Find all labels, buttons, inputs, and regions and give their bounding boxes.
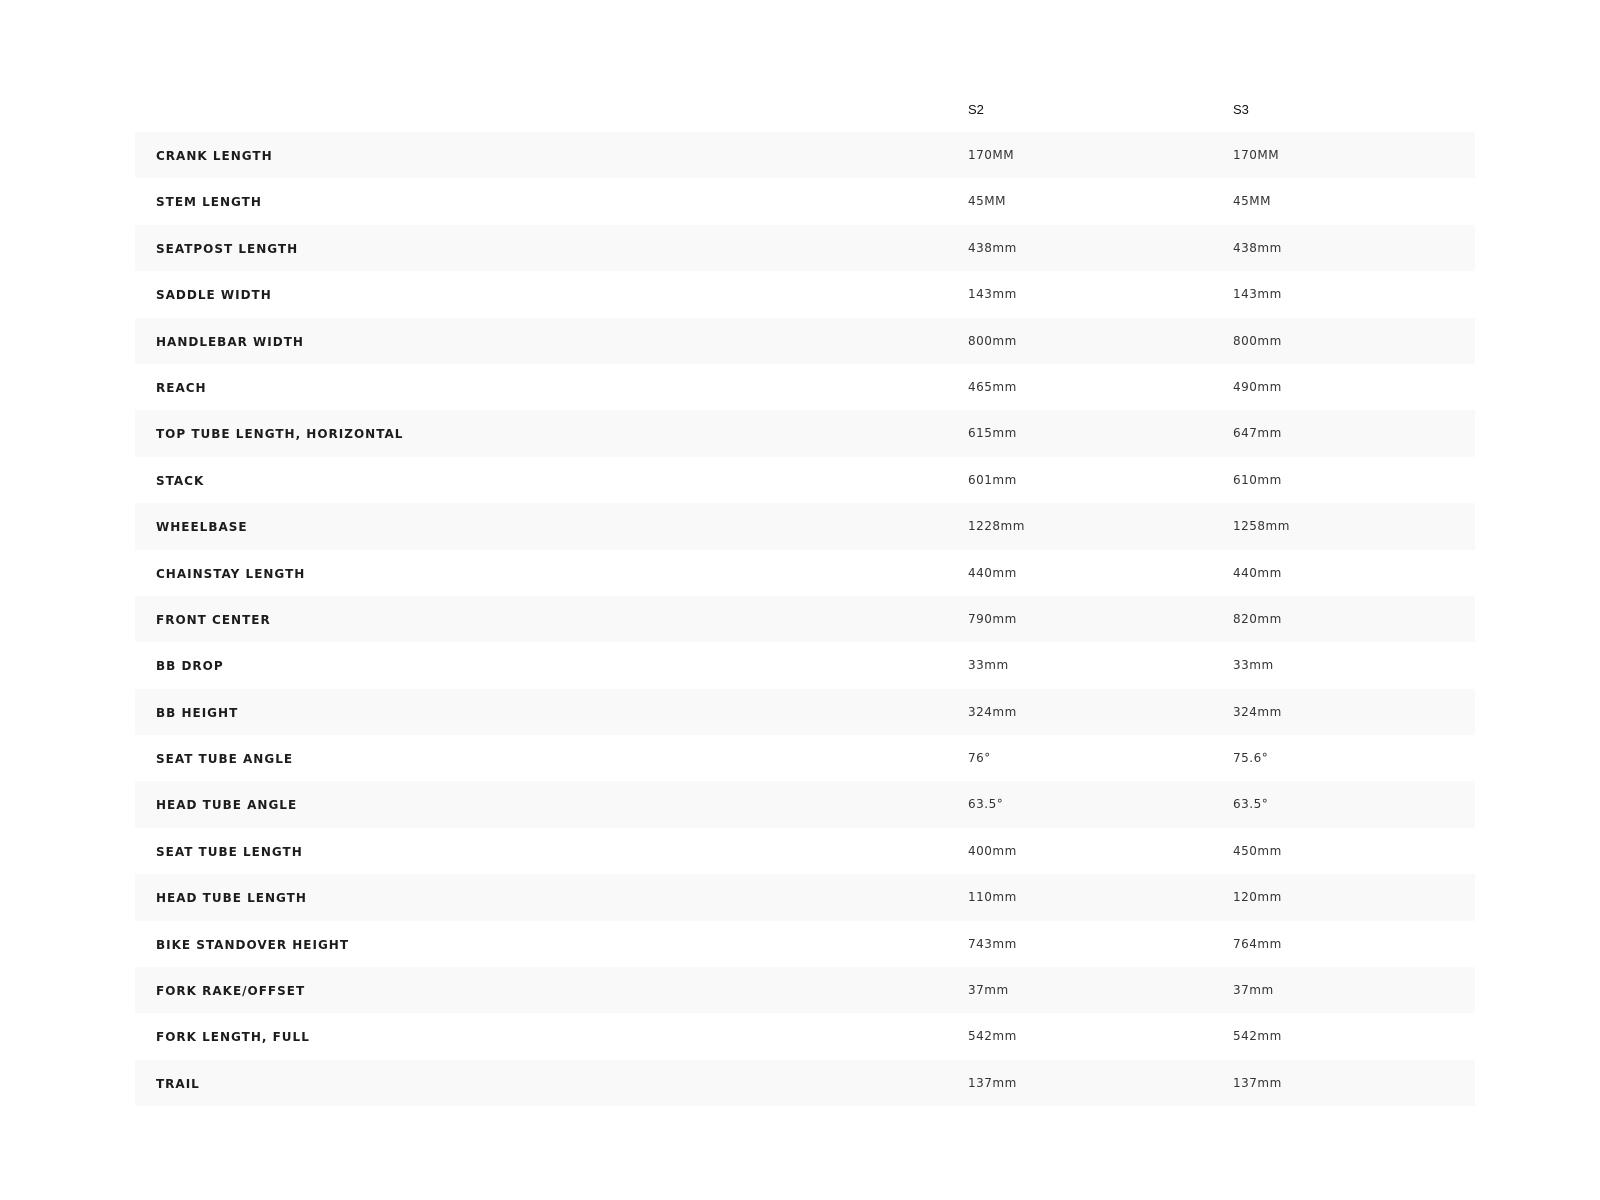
value-s2: 440mm xyxy=(968,565,1017,580)
value-s3: 542mm xyxy=(1233,1029,1282,1044)
table-body xyxy=(135,132,1475,1106)
row-label: HEAD TUBE LENGTH xyxy=(156,891,307,906)
table-row xyxy=(135,1060,1475,1106)
table-row xyxy=(135,596,1475,642)
row-label: TOP TUBE LENGTH, HORIZONTAL xyxy=(156,427,404,442)
table-row xyxy=(135,828,1475,874)
value-s3: 764mm xyxy=(1233,936,1282,951)
value-s3: 1258mm xyxy=(1233,519,1290,534)
value-s2: 76° xyxy=(968,751,991,766)
row-label: FORK RAKE/OFFSET xyxy=(156,984,306,999)
value-s3: 490mm xyxy=(1233,379,1282,394)
row-label: TRAIL xyxy=(156,1076,200,1091)
table-header-row xyxy=(135,88,1475,132)
row-label: FRONT CENTER xyxy=(156,612,271,627)
row-label: HEAD TUBE ANGLE xyxy=(156,798,298,813)
table-row xyxy=(135,874,1475,920)
row-label: SADDLE WIDTH xyxy=(156,288,272,303)
value-s3: 450mm xyxy=(1233,843,1282,858)
value-s3: 45MM xyxy=(1233,194,1271,209)
value-s2: 33mm xyxy=(968,658,1009,673)
value-s2: 324mm xyxy=(968,704,1017,719)
value-s2: 400mm xyxy=(968,843,1017,858)
value-s2: 615mm xyxy=(968,426,1017,441)
row-label: HANDLEBAR WIDTH xyxy=(156,334,304,349)
table-row xyxy=(135,735,1475,781)
table-row xyxy=(135,457,1475,503)
table-row xyxy=(135,364,1475,410)
value-s2: 542mm xyxy=(968,1029,1017,1044)
table-row xyxy=(135,967,1475,1013)
table-row xyxy=(135,271,1475,317)
value-s2: 1228mm xyxy=(968,519,1025,534)
table-row xyxy=(135,689,1475,735)
row-label: SEATPOST LENGTH xyxy=(156,241,299,256)
column-header-s3: S3 xyxy=(1233,102,1249,117)
table-row xyxy=(135,550,1475,596)
value-s3: 137mm xyxy=(1233,1075,1282,1090)
value-s3: 170MM xyxy=(1233,148,1280,162)
row-label: BB DROP xyxy=(156,659,224,674)
table-row xyxy=(135,781,1475,827)
table-row xyxy=(135,225,1475,271)
value-s2: 170MM xyxy=(968,148,1015,162)
value-s2: 790mm xyxy=(968,611,1017,626)
value-s3: 800mm xyxy=(1233,333,1282,348)
row-label: SEAT TUBE LENGTH xyxy=(156,844,303,859)
value-s3: 610mm xyxy=(1233,472,1282,487)
value-s3: 324mm xyxy=(1233,704,1282,719)
value-s3: 75.6° xyxy=(1233,751,1269,766)
value-s3: 33mm xyxy=(1233,658,1274,673)
table-row xyxy=(135,921,1475,967)
value-s3: 37mm xyxy=(1233,983,1274,998)
value-s2: 143mm xyxy=(968,287,1017,302)
value-s2: 63.5° xyxy=(968,797,1004,812)
value-s2: 110mm xyxy=(968,890,1017,905)
value-s3: 440mm xyxy=(1233,565,1282,580)
value-s2: 438mm xyxy=(968,240,1017,255)
column-header-s2: S2 xyxy=(968,102,984,117)
value-s3: 63.5° xyxy=(1233,797,1269,812)
table-row xyxy=(135,1013,1475,1059)
table-row xyxy=(135,178,1475,224)
row-label: CHAINSTAY LENGTH xyxy=(156,566,306,581)
value-s2: 601mm xyxy=(968,472,1017,487)
geometry-table xyxy=(135,88,1475,1106)
row-label: STACK xyxy=(156,473,205,488)
value-s2: 45MM xyxy=(968,194,1006,209)
value-s3: 820mm xyxy=(1233,611,1282,626)
row-label: FORK LENGTH, FULL xyxy=(156,1030,310,1045)
table-row xyxy=(135,503,1475,549)
value-s3: 120mm xyxy=(1233,890,1282,905)
table-row xyxy=(135,318,1475,364)
row-label: WHEELBASE xyxy=(156,520,248,535)
value-s2: 37mm xyxy=(968,983,1009,998)
row-label: SEAT TUBE ANGLE xyxy=(156,752,294,767)
table-row xyxy=(135,410,1475,456)
row-label: STEM LENGTH xyxy=(156,195,262,210)
table-row xyxy=(135,132,1475,178)
row-label: CRANK LENGTH xyxy=(156,149,273,163)
value-s3: 647mm xyxy=(1233,426,1282,441)
value-s3: 438mm xyxy=(1233,240,1282,255)
value-s2: 137mm xyxy=(968,1075,1017,1090)
value-s2: 800mm xyxy=(968,333,1017,348)
row-label: REACH xyxy=(156,380,207,395)
value-s2: 465mm xyxy=(968,379,1017,394)
row-label: BIKE STANDOVER HEIGHT xyxy=(156,937,350,952)
value-s3: 143mm xyxy=(1233,287,1282,302)
table-row xyxy=(135,642,1475,688)
value-s2: 743mm xyxy=(968,936,1017,951)
row-label: BB HEIGHT xyxy=(156,705,239,720)
